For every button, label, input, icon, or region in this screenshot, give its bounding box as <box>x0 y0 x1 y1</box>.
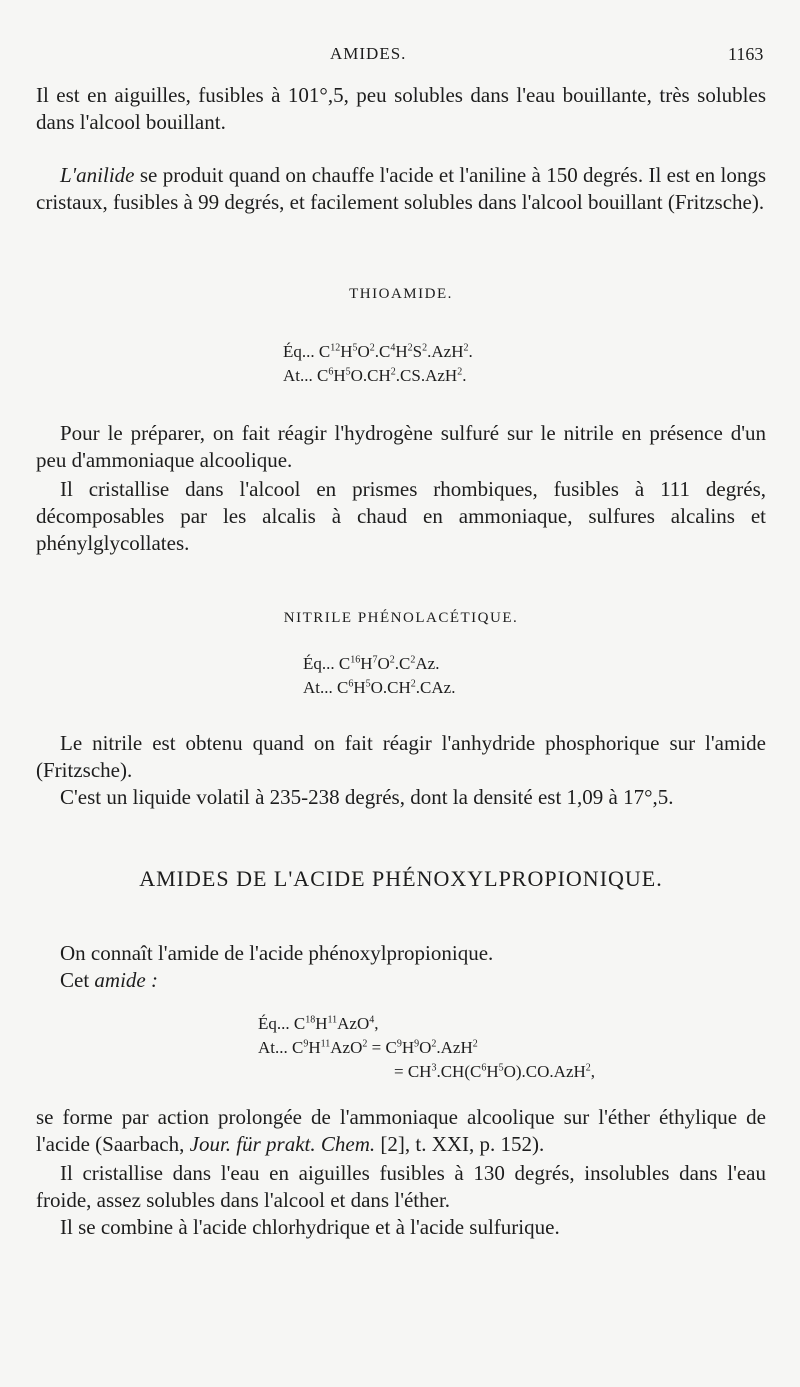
paragraph-amides-combine: Il se combine à l'acide chlorhydrique et à l'acide sulfurique. <box>60 1215 560 1239</box>
section-heading: NITRILE PHÉNOLACÉTIQUE. <box>283 610 519 626</box>
paragraph: se produit quand on chauffe l'acide et l'aniline à 150 degrés. Il est en longs cristaux, fusibles à 99 degrés, et facilement solubles dans l'alcool bouillant (Fritzsche). <box>36 163 766 214</box>
paragraph-nitrile-prep: Le nitrile est obtenu quand on fait réagir l'anhydride phosphorique sur l'amide (Fritzsche). <box>36 731 766 782</box>
paragraph: Il est en aiguilles, fusibles à 101°,5, peu solubles dans l'eau bouillante, très solubles dans l'alcool bouillant. <box>36 83 766 134</box>
paragraph-intro <box>36 82 766 136</box>
anilide-term: L'anilide <box>60 163 135 187</box>
formula-at: At... $C^6H^5O.CH^2.CS.AzH^2$. <box>283 366 467 385</box>
formula-at: At... $C^9H^{11}AzO^2 = C^9H^9O^2.AzH^2$ <box>258 1038 478 1057</box>
paragraph-thioamide-props: Il cristallise dans l'alcool en prismes rhombiques, fusibles à 111 degrés, décomposables par les alcalis à chaud en ammoniaque, sulfures alcalins et phénylglycollates. <box>36 477 766 555</box>
formula-at: At... $C^6H^5O.CH^2.CAz$. <box>303 678 456 697</box>
paragraph-amides-props: Il cristallise dans l'eau en aiguilles fusibles à 130 degrés, insolubles dans l'eau froide, assez solubles dans l'alcool et dans l'éther. <box>36 1161 766 1212</box>
paragraph-thioamide-prep: Pour le préparer, on fait réagir l'hydrogène sulfuré sur le nitrile en présence d'un peu d'ammoniaque alcoolique. <box>36 421 766 472</box>
formula-at-developed: = $CH^3.CH(C^6H^5O).CO.AzH^2$, <box>394 1062 596 1081</box>
formula-eq: Éq... $C^{18}H^{11}AzO^4$, <box>258 1014 379 1033</box>
formula-eq: Éq... $C^{12}H^5O^2.C^4H^2S^2.AzH^2$. <box>283 342 473 361</box>
paragraph-anilide <box>36 162 766 216</box>
page-number: 1163 <box>728 44 764 64</box>
heading-nitrile <box>36 610 766 627</box>
paragraph-nitrile-props: C'est un liquide volatil à 235-238 degrés, dont la densité est 1,09 à 17°,5. <box>60 785 674 809</box>
formula-eq: Éq... $C^{16}H^7O^2.C^2Az$. <box>303 654 440 673</box>
running-title: AMIDES. <box>330 44 407 63</box>
heading-thioamide <box>36 286 766 303</box>
section-heading: THIOAMIDE. <box>349 286 453 302</box>
paragraph-amides-cet: Cet amide : <box>60 968 158 992</box>
paragraph-amides-formation: se forme par action prolongée de l'ammoniaque alcoolique sur l'éther éthylique de l'acide (Saarbach, Jour. für prakt. Chem. [2], t. XXI, p. 152). <box>36 1105 766 1156</box>
heading-amides <box>36 866 766 892</box>
paragraph-amides-intro: On connaît l'amide de l'acide phénoxylpropionique. <box>60 941 494 965</box>
running-header <box>0 44 800 74</box>
section-heading: AMIDES DE L'ACIDE PHÉNOXYLPROPIONIQUE. <box>139 866 663 891</box>
